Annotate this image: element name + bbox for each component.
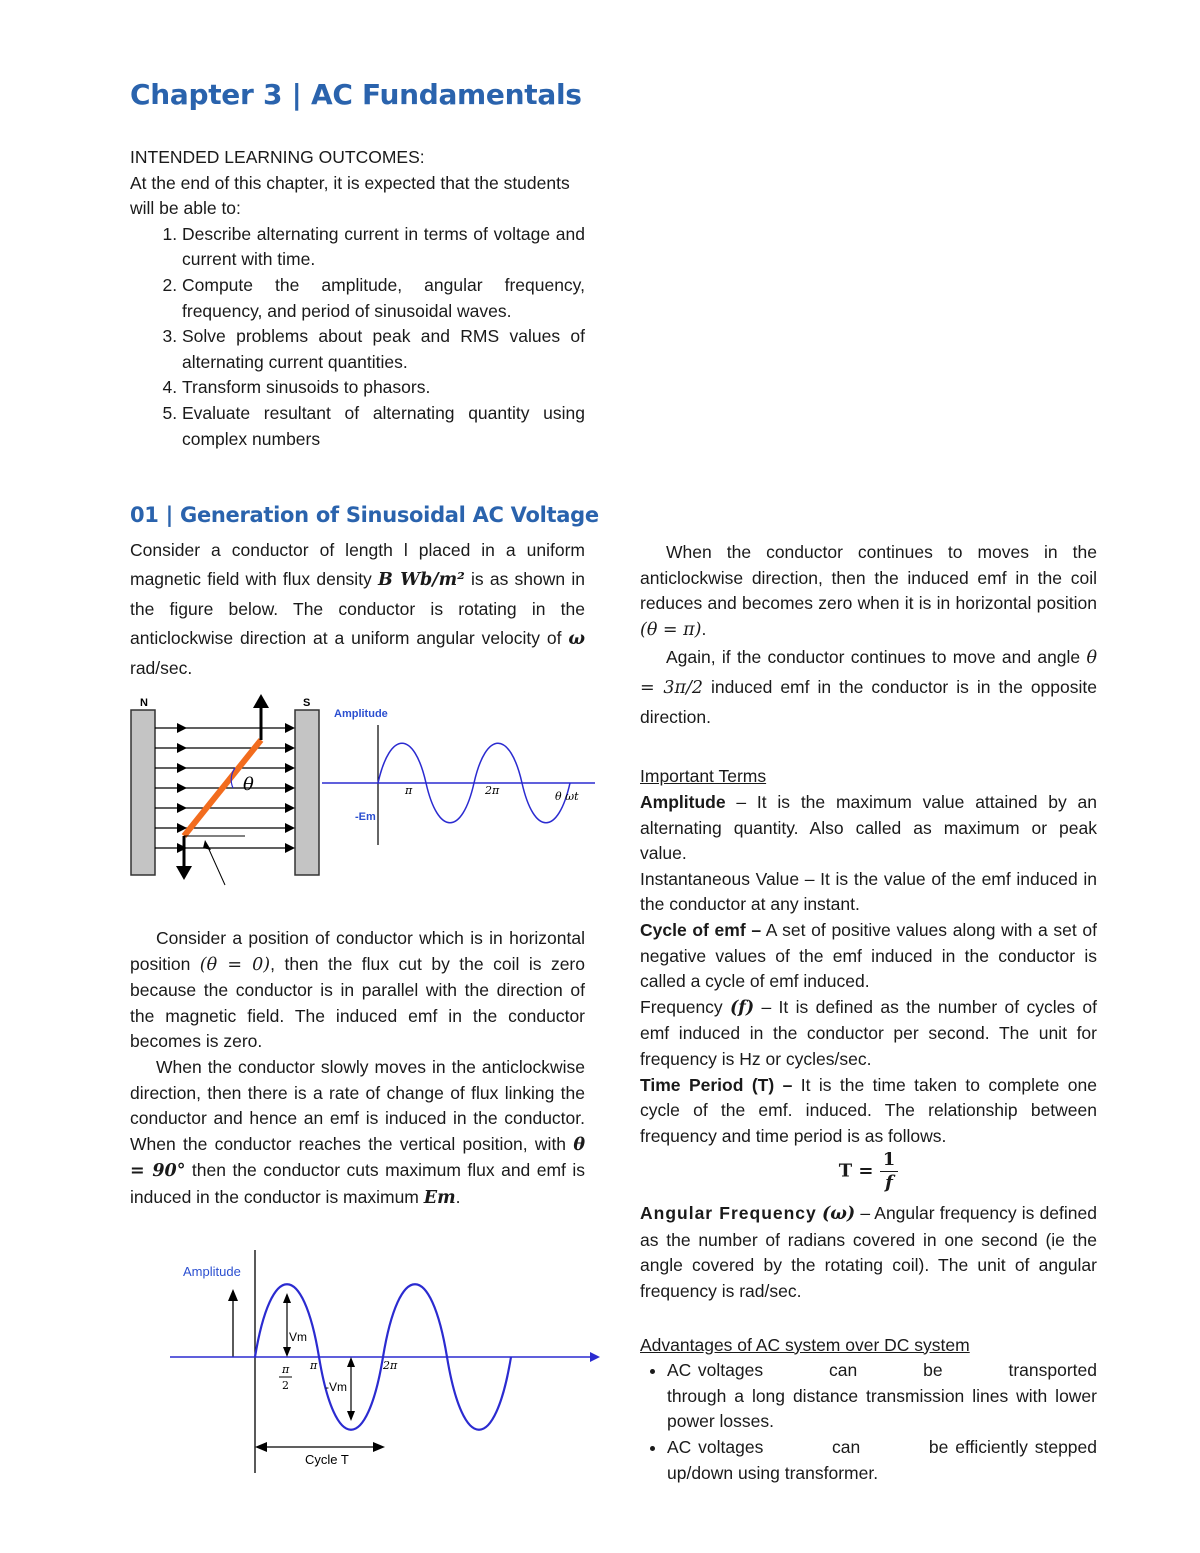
pi-half-den: 2 [282, 1379, 289, 1392]
theta-3pi2: θ = 3π/2 [640, 648, 1097, 699]
right-column [640, 540, 1102, 1486]
outcomes-list [130, 222, 585, 452]
flux-density-symbol: B Wb/m² [378, 570, 465, 590]
outcome-item: 3. Solve problems about peak and RMS values of alternating current quantities. [182, 324, 585, 375]
sinusoid-figure [165, 1245, 605, 1475]
axis-label: θ ωt [555, 790, 579, 803]
theta-zero: (θ = 0) [199, 954, 271, 975]
theta-pi: (θ = π) [640, 619, 702, 640]
two-pi-label: 2π [485, 784, 500, 797]
section1-body [130, 926, 585, 1212]
neg-vm-label: -Vm [325, 1380, 347, 1394]
outcomes-heading: INTENDED LEARNING OUTCOMES: [130, 147, 425, 167]
term-period: Time Period (T) – It is the time taken to complete one cycle of the emf. induced. The relationship between frequency and time period is as follows. [640, 1074, 1097, 1146]
paragraph: When the conductor slowly moves in the anticlockwise direction, then there is a rate of change of flux linking the conductor and hence an emf is induced in the conductor. When the conductor reaches the vertical position, with θ = 90° then the conductor cuts maximum flux and emf is induced in the conductor is maximum Em. [130, 1056, 586, 1208]
pi-label: π [405, 784, 413, 797]
north-label: N [140, 697, 148, 709]
amplitude-label: Amplitude [334, 708, 388, 720]
south-label: S [303, 697, 311, 709]
advantage-item: • AC voltages can be efficiently stepped up/down using transformer. [667, 1435, 1097, 1486]
paragraph: Again, if the conductor continues to move and angle θ = 3π/2 induced emf in the conductor is in the opposite direction. [640, 647, 1097, 728]
page-title: Chapter 3 | AC Fundamentals [130, 78, 582, 111]
period-formula: T = $\frac{1}{f}$ [640, 1149, 1097, 1201]
outcome-item: 2. Compute the amplitude, angular frequency, frequency, and period of sinusoidal waves. [182, 273, 585, 324]
section1-intro [130, 536, 585, 683]
vm-label: Vm [289, 1330, 307, 1344]
south-pole [295, 710, 319, 875]
omega-symbol: ω [568, 629, 585, 649]
north-pole [131, 710, 155, 875]
important-terms-heading: Important Terms [640, 766, 767, 787]
generator-figure [125, 690, 600, 890]
advantage-item: • AC voltages can be transported through a long distance transmission lines with lower power losses. [667, 1358, 1097, 1435]
paragraph: Consider a conductor of length l placed in a uniform magnetic field with flux density B Wb/m² is as shown in the figure below. The conductor is rotating in the anticlockwise direction at a uniform angular velocity of ω rad/sec. [130, 540, 585, 678]
term-instantaneous: Instantaneous Value – It is the value of the emf induced in the conductor at any instant. [640, 868, 1097, 915]
pi-label: π [310, 1359, 318, 1372]
paragraph: Consider a position of conductor which is in horizontal position (θ = 0), then the flux cut by the coil is zero because the conductor is in parallel with the direction of the magnetic field. The induced emf in the conductor becomes is zero. [130, 928, 585, 1052]
cycle-label: Cycle T [305, 1452, 349, 1467]
em-label: -Em [355, 811, 376, 823]
outcome-item: 5. Evaluate resultant of alternating quantity using complex numbers [182, 401, 585, 452]
advantages-heading: Advantages of AC system over DC system [640, 1334, 970, 1355]
term-amplitude: Amplitude – It is the maximum value attained by an alternating quantity. Also called as maximum or peak value. [640, 791, 1097, 864]
advantages-list [640, 1358, 1102, 1486]
learning-outcomes [130, 145, 585, 452]
section-heading: 01 | Generation of Sinusoidal AC Voltage [130, 503, 599, 527]
outcome-item: 1. Describe alternating current in terms of voltage and current with time. [182, 222, 585, 273]
theta-90: θ = 90° [130, 1134, 585, 1182]
theta-label: θ [243, 774, 254, 795]
two-pi-label: 2π [383, 1359, 398, 1372]
outcomes-intro: At the end of this chapter, it is expected that the students will be able to: [130, 172, 570, 219]
term-angular-frequency: Angular Frequency (ω) – Angular frequency is defined as the number of radians covered in one second (ie the angle covered by the rotating coil). The unit of angular frequency is rad/sec. [640, 1203, 1097, 1302]
term-frequency: Frequency (f) – It is defined as the number of cycles of emf induced in the conductor per second. The unit for frequency is Hz or cycles/sec. [640, 996, 1097, 1069]
amplitude-label: Amplitude [183, 1264, 241, 1279]
em-symbol: Em [423, 1187, 456, 1208]
pi-half-num: π [282, 1363, 290, 1376]
outcome-item: 4. Transform sinusoids to phasors. [182, 375, 585, 401]
paragraph: When the conductor continues to moves in the anticlockwise direction, then the induced emf in the coil reduces and becomes zero when it is in horizontal position (θ = π). [640, 542, 1097, 640]
term-cycle: Cycle of emf – A set of positive values along with a set of negative values of the emf induced in the conductor is called a cycle of emf induced. [640, 919, 1097, 992]
